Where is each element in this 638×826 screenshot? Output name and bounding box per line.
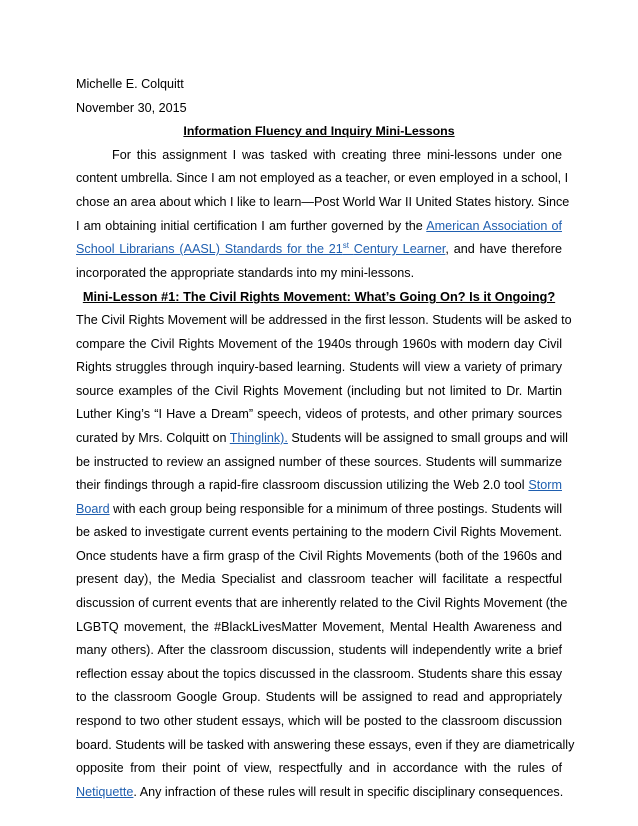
aasl-standards-link[interactable] [76, 242, 445, 256]
lesson-line: Once students have a firm grasp of the Civil Rights Movements (both of the 1960s and [76, 548, 562, 563]
author-line [76, 73, 562, 97]
lesson-line: board. Students will be tasked with answering these essays, even if they are diametrically [76, 737, 575, 752]
lesson-line [76, 781, 562, 805]
lesson-line: many others). After the classroom discussion, students will independently write a brief [76, 643, 562, 658]
lesson-text: Students will be assigned to small groups and will [291, 430, 568, 445]
lesson-line: discussion of current events that are inherently related to the Civil Rights Movement (the [76, 596, 568, 611]
lesson-line [76, 498, 562, 522]
intro-paragraph [76, 144, 570, 286]
lesson-line: LGBTQ movement, the #BlackLivesMatter Movement, Mental Health Awareness and [76, 619, 562, 634]
lesson-line: to the classroom Google Group. Students will be assigned to read and appropriately [76, 690, 562, 705]
document-body [76, 73, 575, 804]
lesson-line: present day), the Media Specialist and classroom teacher will facilitate a respectful [76, 572, 562, 587]
lesson-text: with each group being responsible for a minimum of three postings. Students will [113, 501, 562, 516]
intro-line: content umbrella. Since I am not employed as a teacher, or even employed in a school, I [76, 171, 569, 186]
lesson-line [76, 427, 568, 451]
lesson-line [76, 474, 562, 498]
intro-text: , and have therefore [445, 242, 563, 257]
document-title: Information Fluency and Inquiry Mini-Lessons [183, 124, 455, 139]
document-title-line [76, 120, 562, 144]
aasl-link[interactable]: American Association of [426, 218, 562, 233]
lesson-line: be instructed to review an assigned number of these sources. Students will summarize [76, 454, 562, 469]
lesson-heading-line [76, 285, 562, 309]
intro-text: I am obtaining initial certification I am further governed by the [76, 218, 423, 233]
link-text: Century Learner [353, 242, 446, 257]
intro-line: For this assignment I was tasked with creating three mini-lessons under one [112, 147, 562, 162]
intro-line [76, 215, 562, 239]
lesson-line: compare the Civil Rights Movement of the 1940s through 1960s with modern day Civil [76, 336, 562, 351]
intro-line: incorporated the appropriate standards into my mini-lessons. [76, 265, 415, 280]
netiquette-link[interactable]: Netiquette [76, 784, 134, 799]
lesson-line: Luther King’s “I Have a Dream” speech, videos of protests, and other primary sources [76, 407, 562, 422]
lesson-1-paragraph [76, 309, 575, 804]
lesson-text: their findings through a rapid-fire classroom discussion utilizing the Web 2.0 tool [76, 478, 525, 493]
lesson-line: opposite from their point of view, respectfully and in accordance with the rules of [76, 761, 562, 776]
lesson-text: curated by Mrs. Colquitt on [76, 430, 227, 445]
storm-board-link[interactable]: Board [76, 501, 110, 516]
document-date: November 30, 2015 [76, 100, 187, 115]
superscript: st [342, 241, 349, 251]
lesson-line: respond to two other student essays, which will be posted to the classroom discussion [76, 714, 562, 729]
author-name: Michelle E. Colquitt [76, 77, 184, 91]
storm-board-link[interactable]: Storm [528, 478, 562, 493]
lesson-line: be asked to investigate current events pertaining to the modern Civil Rights Movement. [76, 525, 562, 540]
lesson-line: reflection essay about the topics discussed in the classroom. Students share this essay [76, 666, 562, 681]
link-text: School Librarians (AASL) Standards for the 21 [76, 242, 343, 257]
lesson-line: Rights struggles through inquiry-based learning. Students will view a variety of primary [76, 360, 562, 375]
lesson-1-title: Mini-Lesson #1: The Civil Rights Movement: What’s Going On? Is it Ongoing? [82, 289, 556, 305]
intro-line [76, 238, 562, 262]
lesson-text: . Any infraction of these rules will result in specific disciplinary consequences. [133, 784, 564, 799]
date-line [76, 97, 562, 121]
lesson-line: The Civil Rights Movement will be addressed in the first lesson. Students will be asked to [76, 312, 572, 327]
lesson-line: source examples of the Civil Rights Movement (including but not limited to Dr. Martin [76, 383, 562, 398]
intro-line: chose an area about which I like to learn—Post World War II United States history. Since [76, 194, 570, 209]
thinglink-link[interactable]: Thinglink). [229, 430, 288, 445]
